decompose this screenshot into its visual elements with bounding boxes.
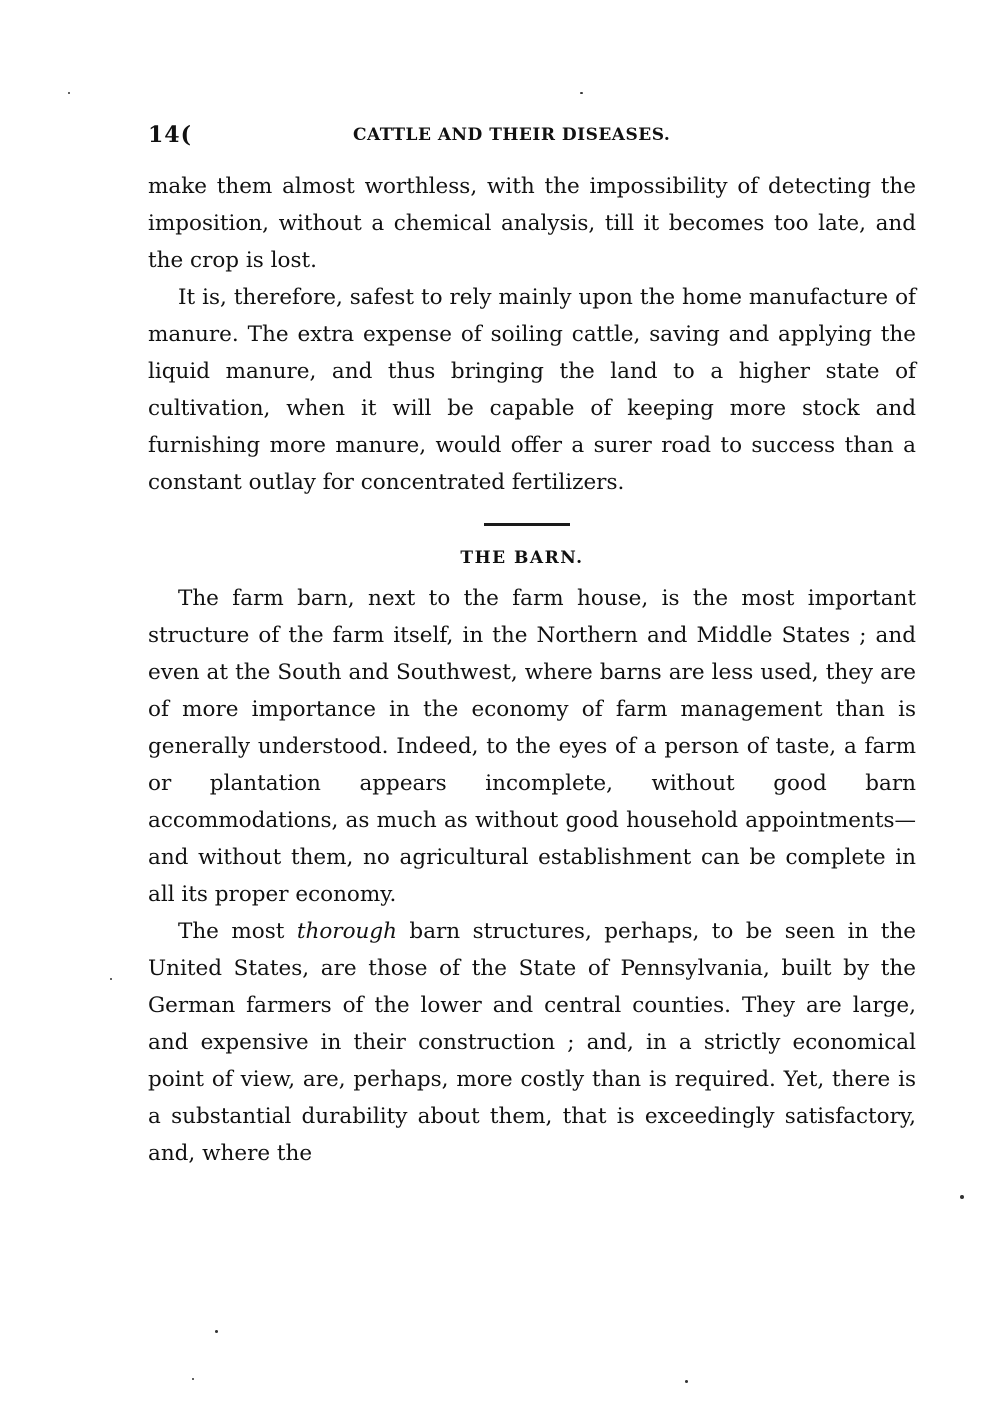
running-title: CATTLE AND THEIR DISEASES. xyxy=(353,125,671,145)
scan-speck xyxy=(192,1378,194,1380)
scan-speck xyxy=(580,92,583,94)
scan-speck xyxy=(215,1330,218,1333)
paragraph-continuation: make them almost worthless, with the impossibility of detecting the imposition, without a chemical analysis, till it becomes too late, and the crop is lost. xyxy=(148,174,916,273)
section-divider xyxy=(484,523,570,526)
paragraph-text-end: barn structures, perhaps, to be seen in the United States, are those of the State of Pennsylvania, built by the German farmers of the lower and central counties. They are large, and expensive in their construction ; and, in a strictly economical point of view, are, perhaps, more costly than is required. Yet, there is a substantial durability about them, that is exceedingly satisfactory, and, where the xyxy=(148,919,916,1166)
section-heading: THE BARN. xyxy=(460,548,584,568)
italic-word: thorough xyxy=(296,919,397,944)
paragraph-pennsylvania-barns xyxy=(148,913,916,1172)
running-head xyxy=(148,122,918,152)
scan-speck xyxy=(110,978,112,980)
page-number: 14( xyxy=(148,122,193,148)
paragraph-text-start: The most xyxy=(178,919,297,944)
paragraph-farm-barn: The farm barn, next to the farm house, is the most important structure of the farm itself, in the Northern and Middle States ; and even at the South and Southwest, where barns are less used, they are of more importance in the economy of farm management than is generally understood. Indeed, to the eyes of a person of taste, a farm or plantation appears incomplete, without good barn accommodations, as much as without good household appointments—and without them, no agricultural establishment can be complete in all its proper economy. xyxy=(148,586,916,907)
body-text xyxy=(148,168,916,1172)
scan-speck xyxy=(960,1195,964,1199)
scan-speck xyxy=(68,92,70,94)
paragraph-manure: It is, therefore, safest to rely mainly upon the home manufacture of manure. The extra expense of soiling cattle, saving and applying the liquid manure, and thus bringing the land to a higher state of cultivation, when it will be capable of keeping more stock and furnishing more manure, would offer a surer road to success than a constant outlay for concentrated fertilizers. xyxy=(148,285,916,495)
scan-speck xyxy=(685,1380,688,1383)
